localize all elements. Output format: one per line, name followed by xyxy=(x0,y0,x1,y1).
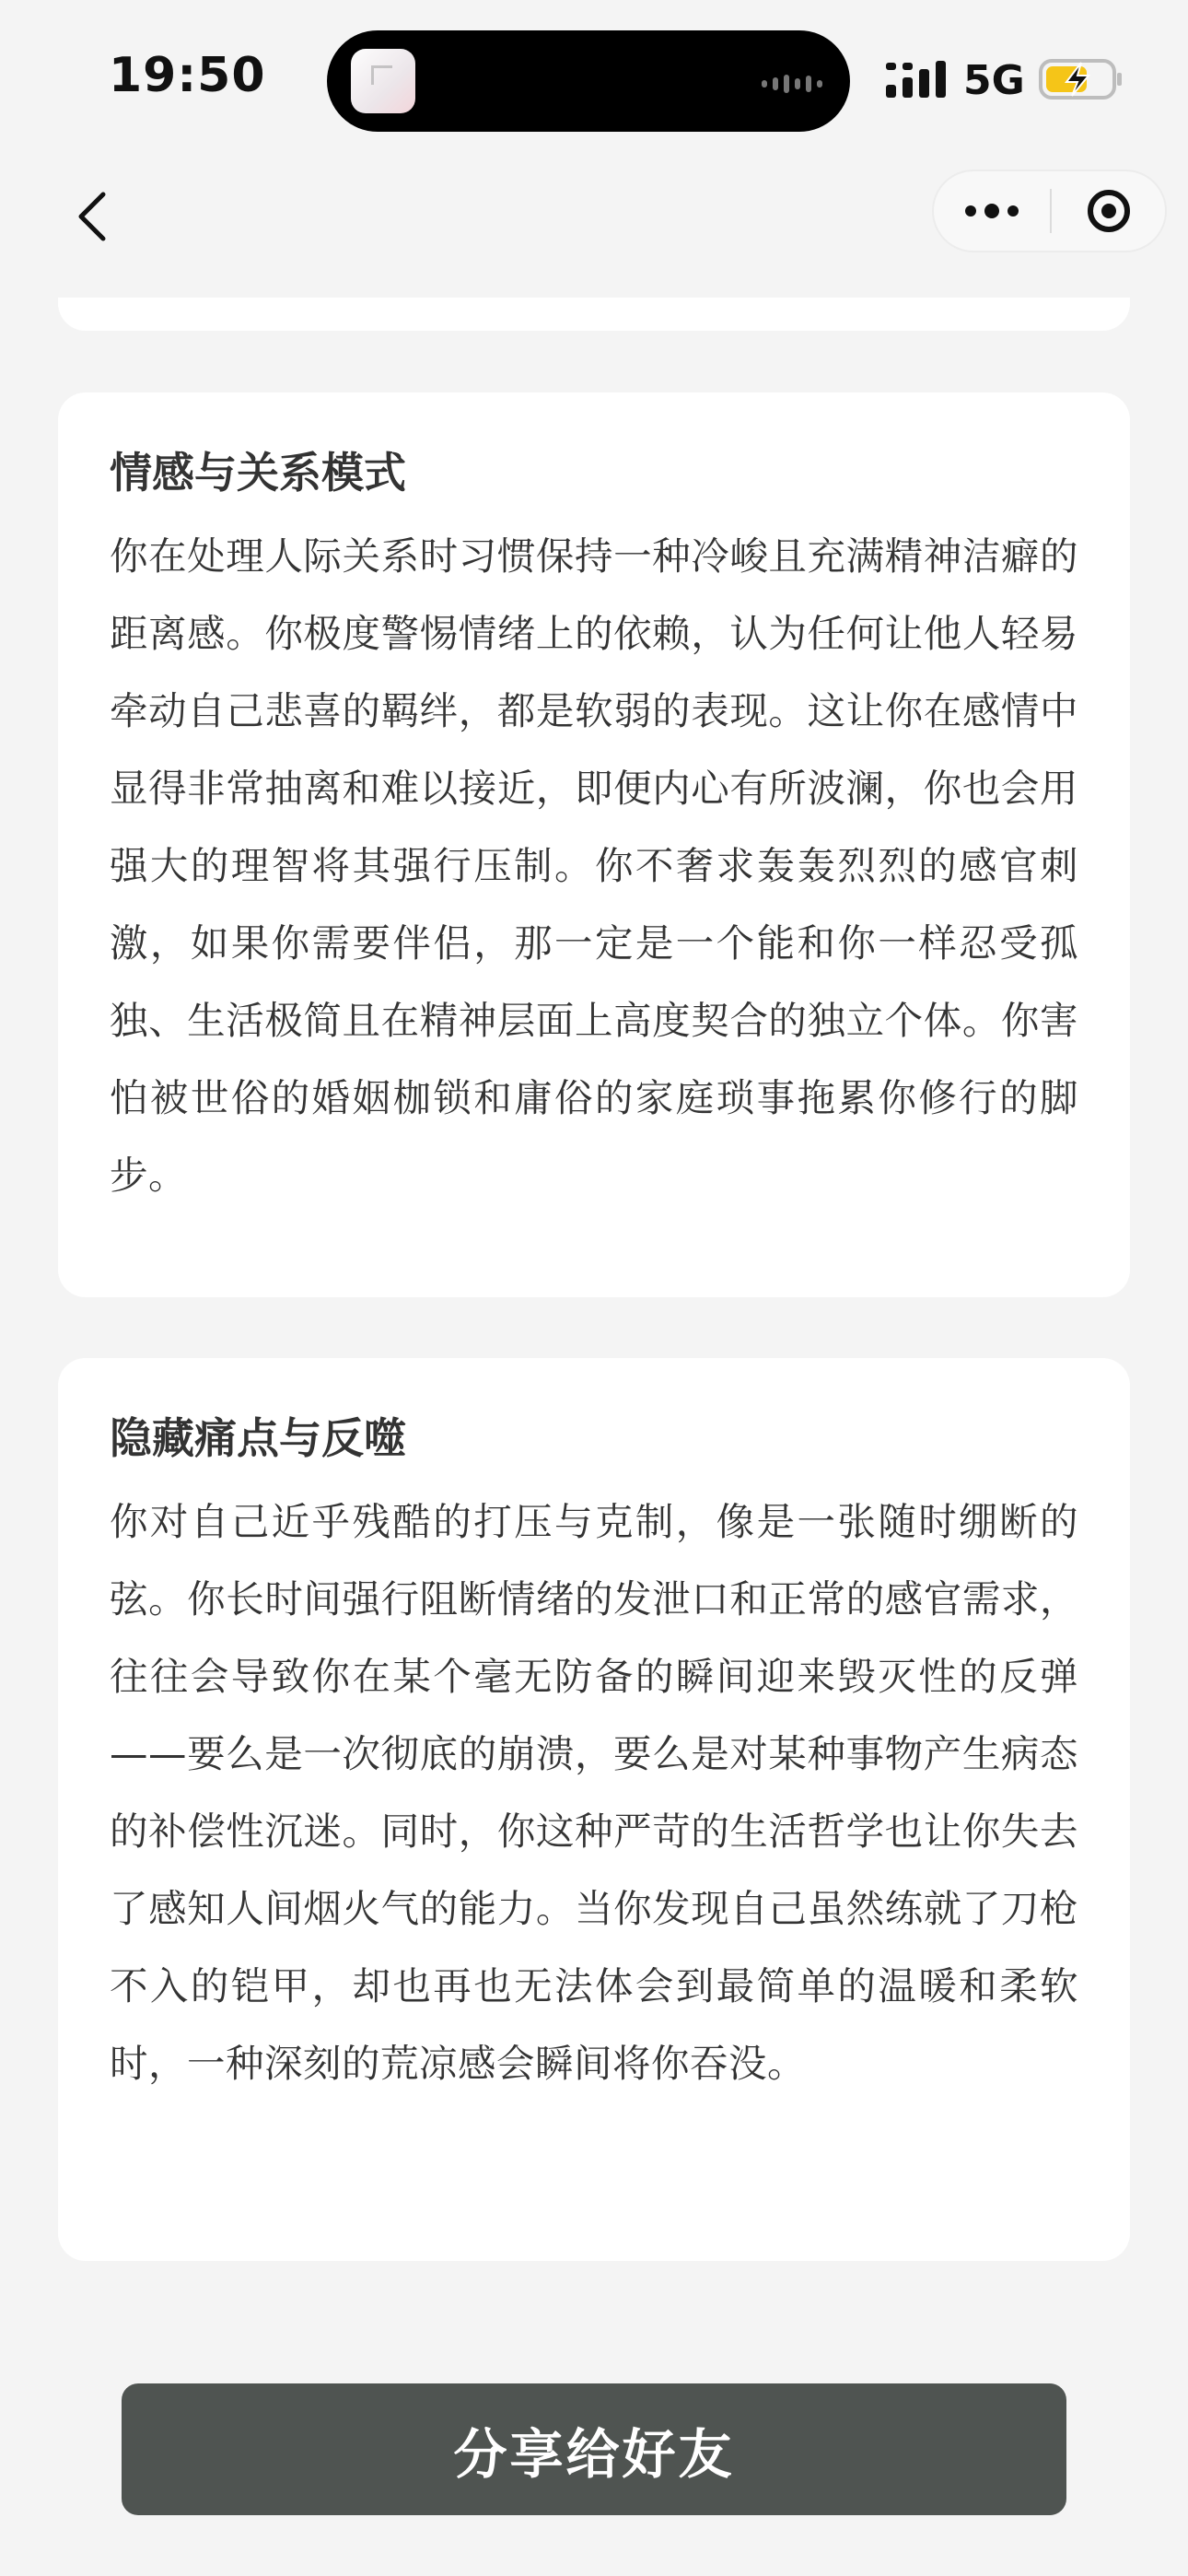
network-type: 5G xyxy=(963,57,1025,104)
more-dots-icon xyxy=(965,205,976,217)
section-card-hidden-pain-points xyxy=(58,1358,1130,2261)
chevron-left-icon xyxy=(74,189,111,244)
section-title: 隐藏痛点与反噬 xyxy=(110,1413,406,1463)
section-body: 你对自己近乎残酷的打压与克制，像是一张随时绷断的弦。你长时间强行阻断情绪的发泄口和正常的感官需求，往往会导致你在某个毫无防备的瞬间迎来毁灭性的反弹——要么是一次彻底的崩溃，要么是对某种事物产生病态的补偿性沉迷。同时，你这种严苛的生活哲学也让你失去了感知人间烟火气的能力。当你发现自己虽然练就了刀枪不入的铠甲，却也再也无法体会到最简单的温暖和柔软时，一种深刻的荒凉感会瞬间将你吞没。 xyxy=(110,1498,1078,2086)
dynamic-island xyxy=(327,30,850,132)
status-time: 19:50 xyxy=(109,48,266,103)
now-playing-thumbnail xyxy=(351,49,415,113)
battery-charging-icon xyxy=(1039,57,1124,101)
audio-wave-icon xyxy=(762,75,822,93)
more-button[interactable] xyxy=(934,171,1050,251)
section-title: 情感与关系模式 xyxy=(110,448,406,498)
close-button[interactable] xyxy=(1052,171,1165,251)
signal-icon xyxy=(886,61,947,100)
back-button[interactable] xyxy=(64,184,120,249)
share-to-friend-button[interactable]: 分享给好友 xyxy=(122,2383,1066,2515)
mini-program-capsule xyxy=(932,170,1167,252)
previous-card-remnant xyxy=(58,298,1130,331)
target-close-icon xyxy=(1088,190,1130,232)
section-card-emotion-relationship xyxy=(58,392,1130,1297)
status-bar xyxy=(0,0,1188,157)
section-body: 你在处理人际关系时习惯保持一种冷峻且充满精神洁癖的距离感。你极度警惕情绪上的依赖，认为任何让他人轻易牵动自己悲喜的羁绊，都是软弱的表现。这让你在感情中显得非常抽离和难以接近，即便内心有所波澜，你也会用强大的理智将其强行压制。你不奢求轰轰烈烈的感官刺激，如果你需要伴侣，那一定是一个能和你一样忍受孤独、生活极简且在精神层面上高度契合的独立个体。你害怕被世俗的婚姻枷锁和庸俗的家庭琐事拖累你修行的脚步。 xyxy=(110,533,1078,1198)
